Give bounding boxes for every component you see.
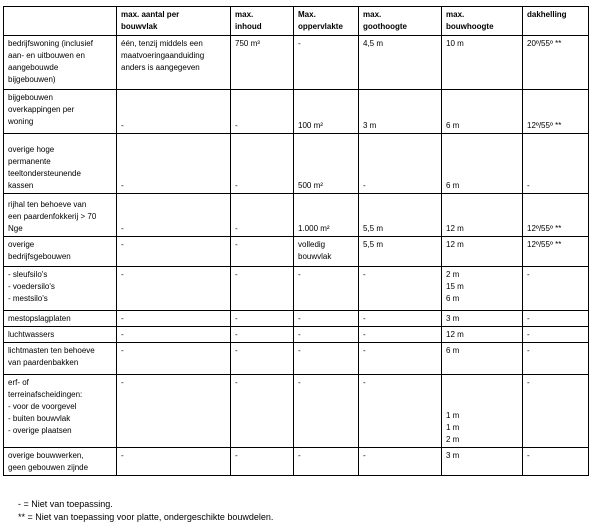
- cell-bouwhoogte: 6 m: [442, 134, 523, 194]
- header-cell-empty: [4, 7, 117, 36]
- cell-oppervlakte: -: [294, 448, 359, 476]
- row-label: mestopslagplaten: [4, 311, 117, 327]
- cell-bouwhoogte: 2 m 15 m 6 m: [442, 267, 523, 311]
- cell-bouwhoogte: 3 m: [442, 448, 523, 476]
- cell-bouwhoogte: 1 m 1 m 2 m: [442, 375, 523, 448]
- cell-inhoud: -: [231, 343, 294, 375]
- cell-dakhelling: -: [523, 343, 589, 375]
- cell-goothoogte: -: [359, 267, 442, 311]
- cell-inhoud: 750 m³: [231, 36, 294, 90]
- cell-aantal: -: [117, 267, 231, 311]
- cell-inhoud: -: [231, 327, 294, 343]
- row-label: erf- of terreinafscheidingen: - voor de voorgevel - buiten bouwvlak - overige plaatsen: [4, 375, 117, 448]
- cell-aantal: -: [117, 237, 231, 267]
- table-row-luchtwassers: [4, 327, 589, 343]
- cell-aantal: -: [117, 194, 231, 237]
- row-label: rijhal ten behoeve van een paardenfokkerij > 70 Nge: [4, 194, 117, 237]
- cell-oppervlakte: volledig bouwvlak: [294, 237, 359, 267]
- row-label: luchtwassers: [4, 327, 117, 343]
- row-label: overige hoge permanente teeltondersteunende kassen: [4, 134, 117, 194]
- row-label: overige bouwwerken, geen gebouwen zijnde: [4, 448, 117, 476]
- cell-dakhelling: -: [523, 134, 589, 194]
- cell-inhoud: -: [231, 134, 294, 194]
- cell-oppervlakte: -: [294, 311, 359, 327]
- header-max-goothoogte: max. goothoogte: [359, 7, 442, 36]
- cell-bouwhoogte: 12 m: [442, 327, 523, 343]
- cell-goothoogte: -: [359, 134, 442, 194]
- header-row: [4, 7, 589, 36]
- table-row-bijgebouwen: [4, 90, 589, 134]
- cell-inhoud: -: [231, 237, 294, 267]
- cell-inhoud: -: [231, 267, 294, 311]
- cell-bouwhoogte: 12 m: [442, 237, 523, 267]
- cell-dakhelling: 20º/55º **: [523, 36, 589, 90]
- header-max-bouwhoogte: max. bouwhoogte: [442, 7, 523, 36]
- cell-dakhelling: -: [523, 327, 589, 343]
- footnotes: [18, 498, 273, 524]
- cell-goothoogte: 5,5 m: [359, 194, 442, 237]
- table-row-silos: [4, 267, 589, 311]
- cell-oppervlakte: -: [294, 36, 359, 90]
- cell-aantal: -: [117, 448, 231, 476]
- header-max-oppervlakte: Max. oppervlakte: [294, 7, 359, 36]
- row-label: bijgebouwen overkappingen per woning: [4, 90, 117, 134]
- cell-oppervlakte: 100 m²: [294, 90, 359, 134]
- bouwregels-table: [3, 6, 589, 476]
- cell-aantal: één, tenzij middels een maatvoeringaanduiding anders is aangegeven: [117, 36, 231, 90]
- cell-goothoogte: -: [359, 327, 442, 343]
- cell-goothoogte: -: [359, 343, 442, 375]
- table-row-mestopslagplaten: [4, 311, 589, 327]
- row-label: lichtmasten ten behoeve van paardenbakken: [4, 343, 117, 375]
- cell-bouwhoogte: 12 m: [442, 194, 523, 237]
- cell-oppervlakte: 500 m²: [294, 134, 359, 194]
- cell-goothoogte: 5,5 m: [359, 237, 442, 267]
- cell-oppervlakte: -: [294, 267, 359, 311]
- cell-inhoud: -: [231, 375, 294, 448]
- cell-goothoogte: 4,5 m: [359, 36, 442, 90]
- table-row-overige-bouwwerken: [4, 448, 589, 476]
- cell-dakhelling: 12º/55º **: [523, 194, 589, 237]
- cell-bouwhoogte: 3 m: [442, 311, 523, 327]
- cell-aantal: -: [117, 134, 231, 194]
- footnote-flat-roof: ** = Niet van toepassing voor platte, ondergeschikte bouwdelen.: [18, 512, 274, 522]
- cell-oppervlakte: -: [294, 343, 359, 375]
- cell-inhoud: -: [231, 90, 294, 134]
- cell-dakhelling: -: [523, 448, 589, 476]
- cell-oppervlakte: -: [294, 327, 359, 343]
- cell-dakhelling: -: [523, 267, 589, 311]
- row-label: - sleufsilo's - voedersilo's - mestsilo's: [4, 267, 117, 311]
- cell-bouwhoogte: 10 m: [442, 36, 523, 90]
- table-row-bedrijfswoning: [4, 36, 589, 90]
- row-label: overige bedrijfsgebouwen: [4, 237, 117, 267]
- cell-dakhelling: 12º/55º **: [523, 90, 589, 134]
- cell-aantal: -: [117, 90, 231, 134]
- cell-aantal: -: [117, 343, 231, 375]
- header-dakhelling: dakhelling: [523, 7, 589, 36]
- cell-dakhelling: 12º/55º **: [523, 237, 589, 267]
- table-row-kassen: [4, 134, 589, 194]
- cell-aantal: -: [117, 311, 231, 327]
- footnote-not-applicable: - = Niet van toepassing.: [18, 499, 113, 509]
- cell-goothoogte: -: [359, 311, 442, 327]
- cell-aantal: -: [117, 375, 231, 448]
- cell-dakhelling: -: [523, 311, 589, 327]
- cell-goothoogte: -: [359, 375, 442, 448]
- cell-oppervlakte: 1.000 m²: [294, 194, 359, 237]
- table-row-lichtmasten: [4, 343, 589, 375]
- row-label: bedrijfswoning (inclusief aan- en uitbouwen en aangebouwde bijgebouwen): [4, 36, 117, 90]
- cell-bouwhoogte: 6 m: [442, 90, 523, 134]
- cell-bouwhoogte: 6 m: [442, 343, 523, 375]
- cell-inhoud: -: [231, 448, 294, 476]
- cell-goothoogte: -: [359, 448, 442, 476]
- header-max-aantal: max. aantal per bouwvlak: [117, 7, 231, 36]
- cell-inhoud: -: [231, 194, 294, 237]
- table-row-overige-bedrijfsgebouwen: [4, 237, 589, 267]
- table-row-rijhal: [4, 194, 589, 237]
- cell-aantal: -: [117, 327, 231, 343]
- cell-dakhelling: -: [523, 375, 589, 448]
- cell-inhoud: -: [231, 311, 294, 327]
- header-max-inhoud: max. inhoud: [231, 7, 294, 36]
- table-row-erfafscheidingen: [4, 375, 589, 448]
- cell-oppervlakte: -: [294, 375, 359, 448]
- cell-goothoogte: 3 m: [359, 90, 442, 134]
